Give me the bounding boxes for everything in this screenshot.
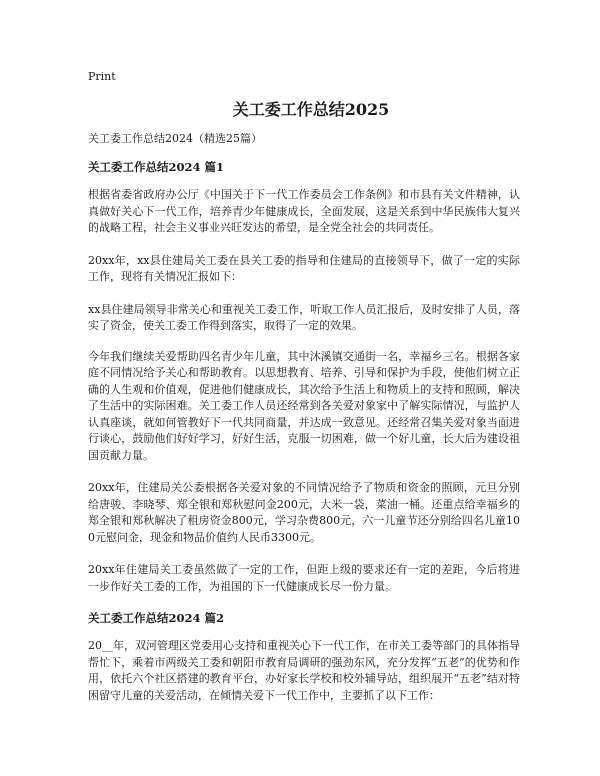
section-heading: 关工委工作总结2024 篇2	[88, 611, 225, 625]
paragraph: 20__年，双河管理区党委用心支持和重视关心下一代工作，在市关工委等部门的具体指导帮忙下，乘着市两级关工委和朝阳市教育局调研的强劲东风，充分发挥“五老”的优势和作用，依托六个社区搭建的教育平台，办好家长学校和校外辅导站，组织展开“五老”结对特困留守儿童的关爱活动，在倾情关爱下一代工作中，主要抓了以下工作：	[88, 639, 520, 702]
paragraph: 今年我们继续关爱帮助四名青少年儿童，其中沐溪镇交通街一名，幸福乡三名。根据各家庭不同情况给予关心和帮助教育。以思想教育、培养、引导和保护为手段，使他们树立正确的人生观和价值观，促进他们健康成长，其次给予生活上和物质上的支持和照顾，解决了生活中的实际困难。关工委工作人员还经常到各关爱对象家中了解实际情况，与监护人认真座谈，就如何管教好下一代共同商量，并达成一致意见。还经常召集关爱对象当面进行谈心，鼓励他们好好学习，好好生活，克服一切困难，做一个好儿童，长大后为建设祖国贡献力量。	[88, 349, 520, 462]
paragraph: 20xx年住建局关工委虽然做了一定的工作，但距上级的要求还有一定的差距，今后将进一步作好关工委的工作，为祖国的下一代健康成长尽一份力量。	[88, 563, 520, 593]
document-title: 关工委工作总结2025	[232, 100, 390, 119]
section-1	[88, 160, 520, 595]
document-subtitle: 关工委工作总结2024（精选25篇）	[88, 132, 262, 145]
section-heading: 关工委工作总结2024 篇1	[88, 160, 225, 174]
document-page	[88, 70, 520, 720]
paragraph: 20xx年，住建局关公委根据各关爱对象的不同情况给予了物质和资金的照顾，元旦分别给唐骏、李晓琴、郑全银和郑秋慰问金200元，大米一袋，菜油一桶。还重点给幸福乡的郑全银和郑秋解决了租房资金800元，学习杂费800元，六一儿童节还分别给四名儿童100元慰问金，现金和物品价值约人民币3300元。	[88, 481, 520, 544]
paragraph: 根据省委省政府办公厅《中国关于下一代工作委员会工作条例》和市县有关文件精神，认真做好关心下一代工作，培养青少年健康成长，全面发展，这是关系到中华民族伟大复兴的战略工程，社会主义事业兴旺发达的希望，是全党全社会的共同责任。	[88, 188, 520, 234]
paragraph: xx县住建局领导非常关心和重视关工委工作，听取工作人员汇报后，及时安排了人员，落实了资金，使关工委工作得到落实，取得了一定的效果。	[88, 302, 520, 332]
section-2	[88, 611, 520, 704]
paragraph: 20xx年，xx县住建局关工委在县关工委的指导和住建局的直接领导下，做了一定的实际工作，现将有关情况汇报如下：	[88, 253, 520, 283]
print-label[interactable]: Print	[88, 70, 116, 83]
